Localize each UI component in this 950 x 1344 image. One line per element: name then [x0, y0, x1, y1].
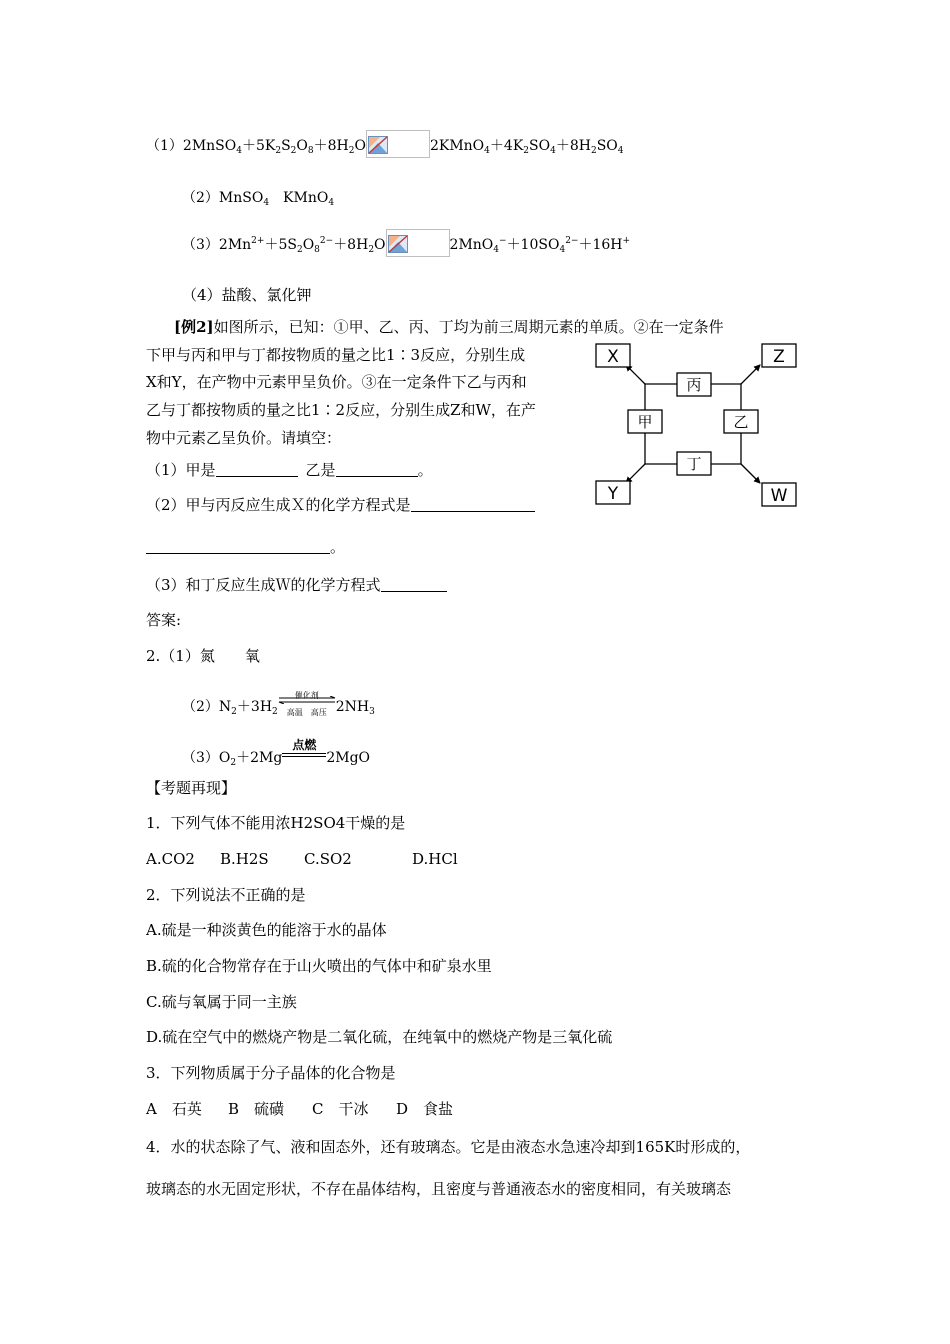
reversible-arrow: 催化剂 高温 高压 [278, 694, 336, 714]
answer-blank[interactable] [146, 538, 330, 554]
label-ding: 丁 [686, 455, 702, 473]
arrow-to-y [626, 464, 645, 483]
question-3: 3．下列物质属于分子晶体的化合物是 [146, 1064, 396, 1082]
label-w: W [770, 486, 788, 506]
arrow-to-z [741, 365, 760, 384]
arrow-to-w [741, 464, 760, 483]
answer-2: （2）MnSO$_4$ KMnO$_4$ [182, 190, 335, 208]
question-4-line2: 玻璃态的水无固定形状，不存在晶体结构，且密度与普通液态水的密度相同，有关玻璃态 [146, 1180, 732, 1198]
arrow-to-x [626, 365, 645, 384]
option-a: A 石英 [146, 1100, 202, 1118]
label-yi: 乙 [733, 413, 749, 431]
answers-label: 答案: [146, 611, 182, 629]
option-c: C 干冰 [312, 1100, 369, 1118]
question-1-options [146, 850, 458, 868]
label-y: Y [607, 484, 619, 504]
element-relation-diagram [593, 340, 805, 516]
answer-1-equation: $(1)2MnSO_4+5K_2S_2O_8+8H_2O$ $2KMnO_4+4K_2SO_4+8H_2SO_4$ [146, 130, 624, 158]
example2-line1: [例2]如图所示，已知：①甲、乙、丙、丁均为前三周期元素的单质。②在一定条件 [174, 318, 724, 336]
answer2-1: 2.（1）氮 氧 [146, 647, 260, 665]
question-2-option-a: A.硫是一种淡黄色的能溶于水的晶体 [146, 921, 387, 939]
section-title: 【考题再现】 [146, 779, 237, 797]
example2-tag: [例2] [174, 318, 214, 336]
example2-line4: 乙与丁都按物质的量之比1∶2反应，分别生成Z和W，在产 [146, 401, 536, 419]
question-1: 1．下列气体不能用浓H2SO4干燥的是 [146, 814, 406, 832]
example2-question2: （2）甲与丙反应生成Ｘ的化学方程式是 [146, 496, 535, 514]
label-bing: 丙 [686, 376, 702, 394]
answer-blank[interactable] [216, 461, 298, 477]
answer-blank[interactable] [336, 461, 418, 477]
question-2: 2．下列说法不正确的是 [146, 886, 306, 904]
ignition-condition: 点燃 [282, 744, 326, 764]
question-2-option-d: D.硫在空气中的燃烧产物是二氧化硫，在纯氧中的燃烧产物是三氧化硫 [146, 1028, 613, 1046]
example2-line5: 物中元素乙呈负价。请填空： [146, 429, 342, 447]
option-b: B 硫磺 [228, 1100, 285, 1118]
answer-blank[interactable] [381, 576, 447, 592]
answer-4: （4）盐酸、氯化钾 [182, 286, 312, 304]
label-z: Z [773, 347, 785, 367]
option-d: D.HCl [412, 850, 458, 868]
question-2-option-c: C.硫与氧属于同一主族 [146, 993, 297, 1011]
example2-line2: 下甲与丙和甲与丁都按物质的量之比1∶3反应，分别生成 [146, 346, 526, 364]
example2-question3: （3）和丁反应生成Ｗ的化学方程式 [146, 576, 447, 594]
question-3-options [146, 1100, 453, 1118]
question-4-line1: 4．水的状态除了气、液和固态外，还有玻璃态。它是由液态水急速冷却到165K时形成的， [146, 1138, 751, 1156]
label-jia: 甲 [637, 413, 653, 431]
answer-blank[interactable] [411, 496, 535, 512]
example2-question1: （1）甲是 乙是 。 [146, 461, 433, 479]
label-x: X [607, 347, 619, 367]
answer2-3-equation: $(3)O_2+2Mg$ 点燃 2MgO [182, 738, 371, 768]
broken-image-icon [366, 130, 430, 158]
example2-question2-continuation: 。 [146, 538, 345, 556]
broken-image-icon [386, 229, 450, 257]
answer-3-equation: $(3)2Mn^{2+}+5S_2O_8^{2-}+8H_2O$ $2MnO_4^-+10SO_4^{2-}+16H^+$ [182, 229, 630, 257]
option-a: A.CO2 [146, 850, 195, 868]
option-b: B.H2S [220, 850, 269, 868]
example2-line3: X和Y，在产物中元素甲呈负价。③在一定条件下乙与丙和 [146, 373, 527, 391]
question-2-option-b: B.硫的化合物常存在于山火喷出的气体中和矿泉水里 [146, 957, 492, 975]
answer2-2-equation: $(2)N_2+3H_2$ 催化剂 高温 高压 $2NH_3$ [182, 691, 375, 717]
option-c: C.SO2 [304, 850, 352, 868]
option-d: D 食盐 [396, 1100, 454, 1118]
